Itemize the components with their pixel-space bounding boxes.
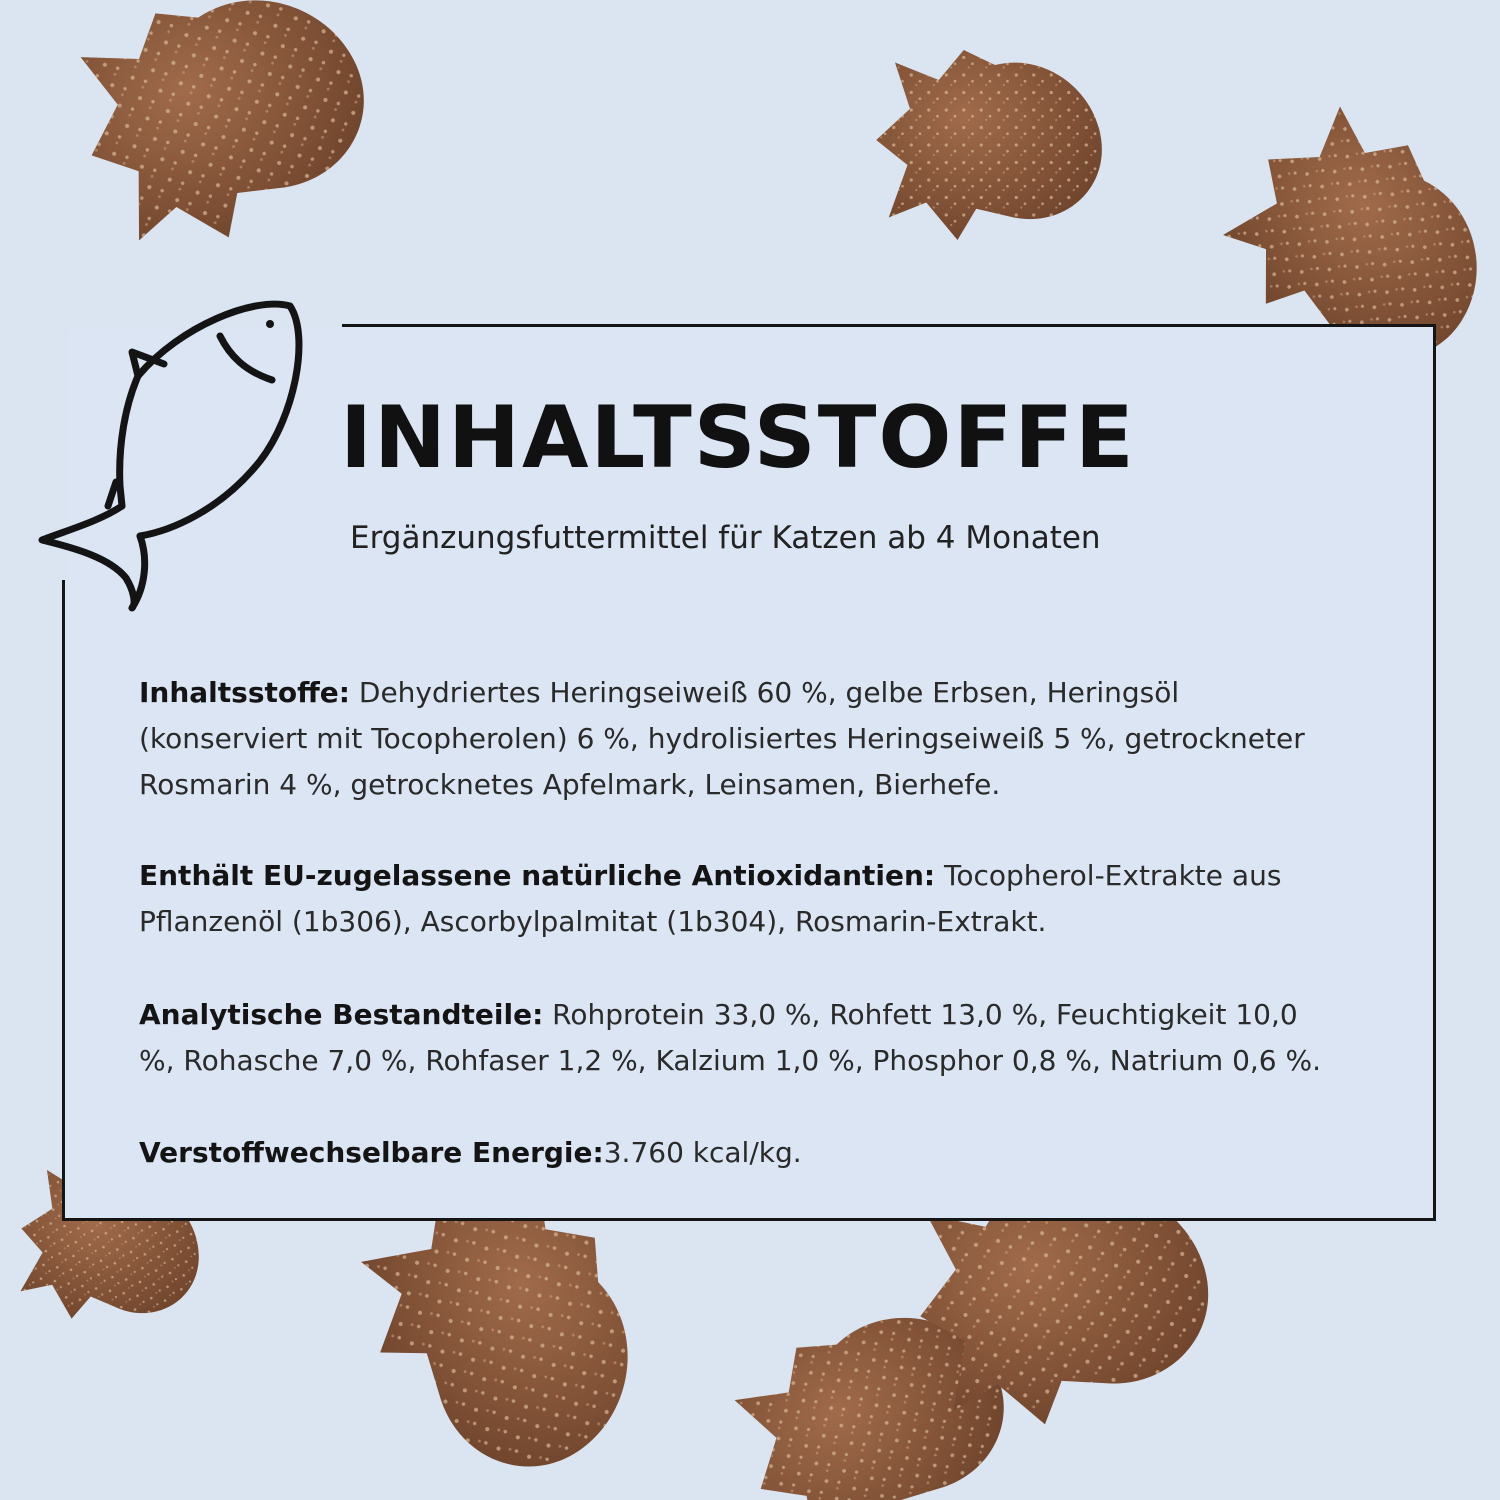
ingredients-label: Inhaltsstoffe: [139, 676, 350, 709]
antioxidants-label: Enthält EU-zugelassene natürliche Antioxidantien: [139, 859, 936, 892]
energy-text: 3.760 kcal/kg. [603, 1136, 802, 1169]
energy-paragraph [139, 1130, 1339, 1176]
ingredients-paragraph [139, 670, 1339, 808]
antioxidants-text: Tocopherol-Extrakte aus Pflanzenöl (1b306), Ascorbylpalmitat (1b304), Rosmarin-Extrakt. [139, 859, 1282, 938]
fish-icon [30, 296, 320, 616]
antioxidants-paragraph [139, 853, 1339, 945]
energy-label: Verstoffwechselbare Energie: [139, 1136, 604, 1169]
ingredients-text: Dehydriertes Heringseiweiß 60 %, gelbe Erbsen, Heringsöl (konserviert mit Tocopherolen) 6 %, hydrolisiertes Heringseiweiß 5 %, getrockneter Rosmarin 4 %, getrocknetes Apfelmark, Leinsamen, Bierhefe. [139, 676, 1305, 801]
treat-top-middle [876, 50, 1102, 240]
page-title: INHALTSSTOFFE [340, 388, 1136, 488]
treat-top-left [53, 0, 396, 272]
page-subtitle: Ergänzungsfuttermittel für Katzen ab 4 Monaten [350, 520, 1101, 556]
analytical-text: Rohprotein 33,0 %, Rohfett 13,0 %, Feuchtigkeit 10,0 %, Rohasche 7,0 %, Rohfaser 1,2 %, Kalzium 1,0 %, Phosphor 0,8 %, Natrium 0,6 %. [139, 998, 1322, 1077]
analytical-label: Analytische Bestandteile: [139, 998, 544, 1031]
analytical-paragraph [139, 992, 1339, 1084]
